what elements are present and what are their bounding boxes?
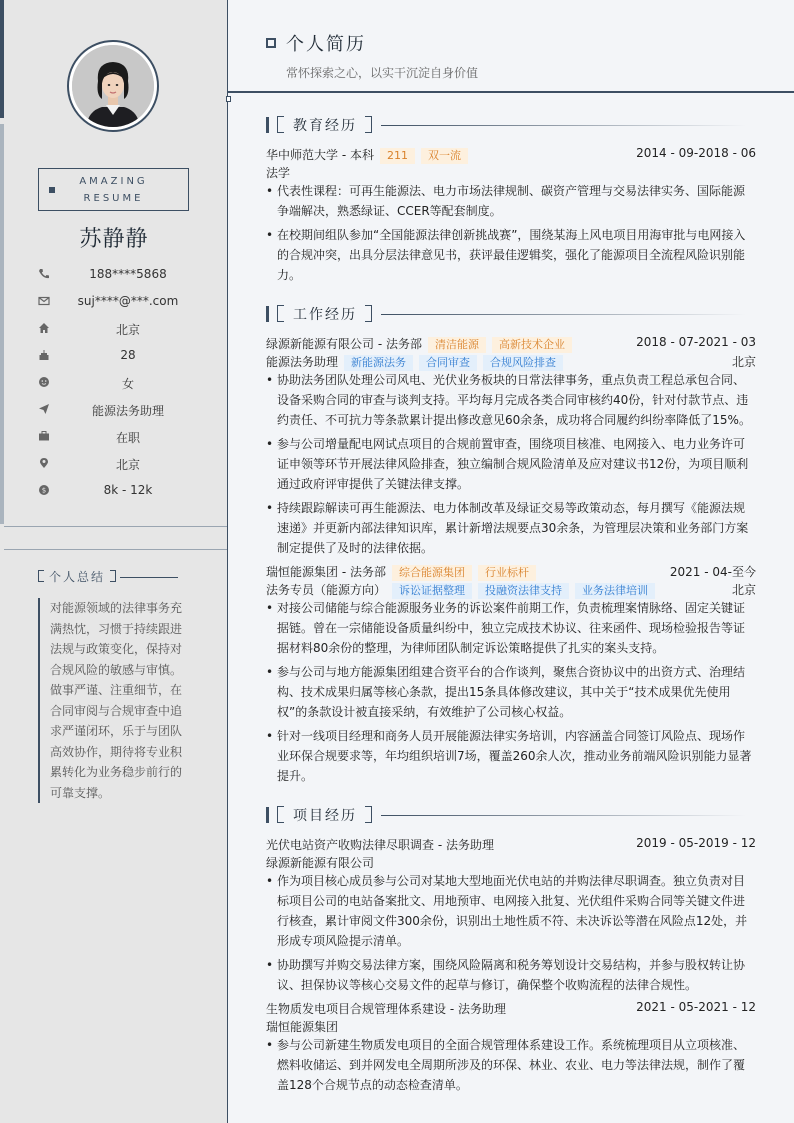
project-date: 2021 - 05-2021 - 12 [636,1000,756,1014]
list-item: • 参与公司增量配电网试点项目的合规前置审查，围绕项目核准、电网接入、电力业务许可证申领等环节开展法律风险排查，独立编制合规风险清单及应对建议书12份，为项目顺利通过政府评审提供了关键法律支撑。 [266,434,756,494]
section-education [266,116,756,136]
page-subtitle: 常怀探索之心，以实干沉淀自身价值 [286,66,479,80]
skill-tag: 投融资法律支持 [478,583,569,599]
sidebar-divider [4,526,227,527]
list-item: • 在校期间组队参加“全国能源法律创新挑战赛”，围绕某海上风电项目用海审批与电网接入的合规冲突，出具分层法律意见书，获评最佳逻辑奖，强化了能源项目全流程风险识别能力。 [266,225,756,285]
job-city: 北京 [731,583,756,597]
tag-line1: AMAZING [79,176,148,187]
tag-square-icon [49,187,55,193]
info-home [30,320,220,340]
info-status [30,428,220,448]
role-row [266,580,756,598]
list-item: • 参与公司与地方能源集团组建合资平台的合作谈判，聚焦合资协议中的出资方式、治理结构、技术成果归属等核心条款，提出15条具体修改建议，其中关于“技术成果优先使用权”的条款设计被直接采纳，有效维护了公司核心权益。 [266,662,756,722]
list-item: • 持续跟踪解读可再生能源法、电力体制改革及绿证交易等政策动态，每月撰写《能源法规速递》并更新内部法律知识库，累计新增法规要点30余条，为管理层决策和业务部门方案制定提供了及时的法律依据。 [266,498,756,558]
tag: 行业标杆 [478,565,536,581]
info-text: 188****5868 [89,267,167,281]
role: 能源法务助理 [266,355,339,369]
info-text: 北京 [115,458,140,472]
project-name: 生物质发电项目合规管理体系建设 - 法务助理 [266,1002,506,1016]
role: 法务专员（能源方向） [266,583,387,597]
job-date: 2018 - 07-2021 - 03 [636,335,756,349]
face-icon [38,376,50,388]
sidebar-divider [4,549,227,550]
org-row [266,853,756,871]
mail-icon [38,295,50,307]
tag: 双一流 [421,148,468,164]
info-text: 能源法务助理 [91,404,164,418]
tag: 高新技术企业 [492,337,572,353]
list-item: • 针对一线项目经理和商务人员开展能源法律实务培训，内容涵盖合同签订风险点、现场作业环保合规要求等，年均组织培训7场，覆盖260余人次，推动业务前端风险识别能力显著提升。 [266,726,756,786]
info-age [30,347,220,367]
info-salary [30,482,220,502]
info-gender [30,374,220,394]
corner-square-icon [226,96,231,102]
list-item: • 参与公司新建生物质发电项目的全面合规管理体系建设工作。系统梳理项目从立项核准、燃料收储运、到并网发电全周期所涉及的环保、林业、农业、电力等法律法规，制作了覆盖128个合规节点的动态检查清单。 [266,1035,756,1095]
briefcase-icon [38,430,50,442]
role-row [266,352,756,370]
sidebar [0,0,228,1123]
skill-tag: 新能源法务 [344,355,413,371]
job-row [266,562,756,580]
info-text: 28 [120,348,136,362]
company-name: 绿源新能源有限公司 - 法务部 [266,337,422,351]
money-icon [38,484,50,496]
job-row [266,334,756,352]
org-row [266,1017,756,1035]
section-title: 教育经历 [293,118,357,134]
info-email [30,293,220,313]
school-name: 华中师范大学 - 本科 [266,148,374,162]
svg-text:$: $ [41,486,47,495]
list-item: • 协助撰写并购交易法律方案，围绕风险隔离和税务筹划设计交易结构，并参与股权转让协议、担保协议等核心交易文件的起草与修订，确保整个收购流程的法律合规性。 [266,955,756,995]
summary-heading [38,568,178,585]
info-text: 在职 [115,431,140,445]
section-work [266,305,756,325]
resume-tag-box [38,168,189,211]
skill-tag: 合同审查 [419,355,477,371]
list-item: • 作为项目核心成员参与公司对某地大型地面光伏电站的并购法律尽职调查。独立负责对目标项目公司的电站备案批文、用地预审、电网接入批复、光伏组件采购合同等关键文件进行核查，累计审阅文件300余份，识别出土地性质不符、未决诉讼等潜在风险点12处，并形成专项风险提示清单。 [266,871,756,951]
project-org: 绿源新能源有限公司 [266,856,375,870]
edge-accent-light [0,124,4,524]
major: 法学 [266,166,291,180]
project-row [266,999,756,1017]
list-item: • 协助法务团队处理公司风电、光伏业务板块的日常法律事务，重点负责工程总承包合同、设备采购合同的审查与谈判支持。平均每月完成各类合同审核约40份，针对付款节点、违约责任、不可抗力等条款累计提出修改意见60余条，成功将合同履约纠纷率降低了15%。 [266,370,756,430]
cake-icon [38,349,50,361]
page-title: 个人简历 [286,34,366,55]
candidate-name: 苏静静 [79,227,149,252]
section-title: 项目经历 [293,808,357,824]
list-item: • 对接公司储能与综合能源服务业务的诉讼案件前期工作，负责梳理案情脉络、固定关键证据链。曾在一宗储能设备质量纠纷中，独立完成技术协议、往来函件、现场检验报告等证据材料80余份的整理，为律师团队制定诉讼策略提供了扎实的案头支持。 [266,598,756,658]
location-icon [38,457,50,469]
phone-icon [38,268,50,280]
home-icon [38,322,50,334]
header [228,0,794,93]
education-date: 2014 - 09-2018 - 06 [636,146,756,160]
info-text: 8k - 12k [103,483,153,497]
summary-title: 个人总结 [49,570,106,584]
avatar-photo [72,45,154,127]
education-row [266,145,756,163]
skill-tag: 业务法律培训 [575,583,655,599]
project-org: 瑞恒能源集团 [266,1020,339,1034]
project-date: 2019 - 05-2019 - 12 [636,836,756,850]
project-name: 光伏电站资产收购法律尽职调查 - 法务助理 [266,838,494,852]
title-square-icon [266,38,276,48]
info-position [30,401,220,421]
info-phone [30,266,220,286]
avatar [67,40,159,132]
tag-line2: RESUME [83,193,144,204]
send-icon [38,403,50,415]
info-location [30,455,220,475]
major-row [266,163,756,181]
list-item: • 代表性课程：可再生能源法、电力市场法律规制、碳资产管理与交易法律实务、国际能源争端解决，熟悉绿证、CCER等配套制度。 [266,181,756,221]
summary-text: 对能源领域的法律事务充满热忱，习惯于持续跟进法规与政策变化，保持对合规风险的敏感与审慎。做事严谨、注重细节，在合同审阅与合规审查中追求严谨闭环，乐于与团队高效协作，期待将专业积累转化为业务稳步前行的可靠支撑。 [38,598,186,803]
job-date: 2021 - 04-至今 [669,565,756,579]
tag: 211 [380,148,415,164]
section-title: 工作经历 [293,307,357,323]
main-content [228,0,794,1123]
tag: 综合能源集团 [392,565,472,581]
info-text: suj****@***.com [77,294,179,308]
project-row [266,835,756,853]
skill-tag: 诉讼证据整理 [392,583,472,599]
edge-accent [0,0,4,118]
tag: 清洁能源 [428,337,486,353]
section-projects [266,806,756,826]
job-city: 北京 [731,355,756,369]
company-name: 瑞恒能源集团 - 法务部 [266,565,386,579]
info-text: 女 [121,377,134,391]
info-text: 北京 [115,323,140,337]
skill-tag: 合规风险排查 [483,355,563,371]
